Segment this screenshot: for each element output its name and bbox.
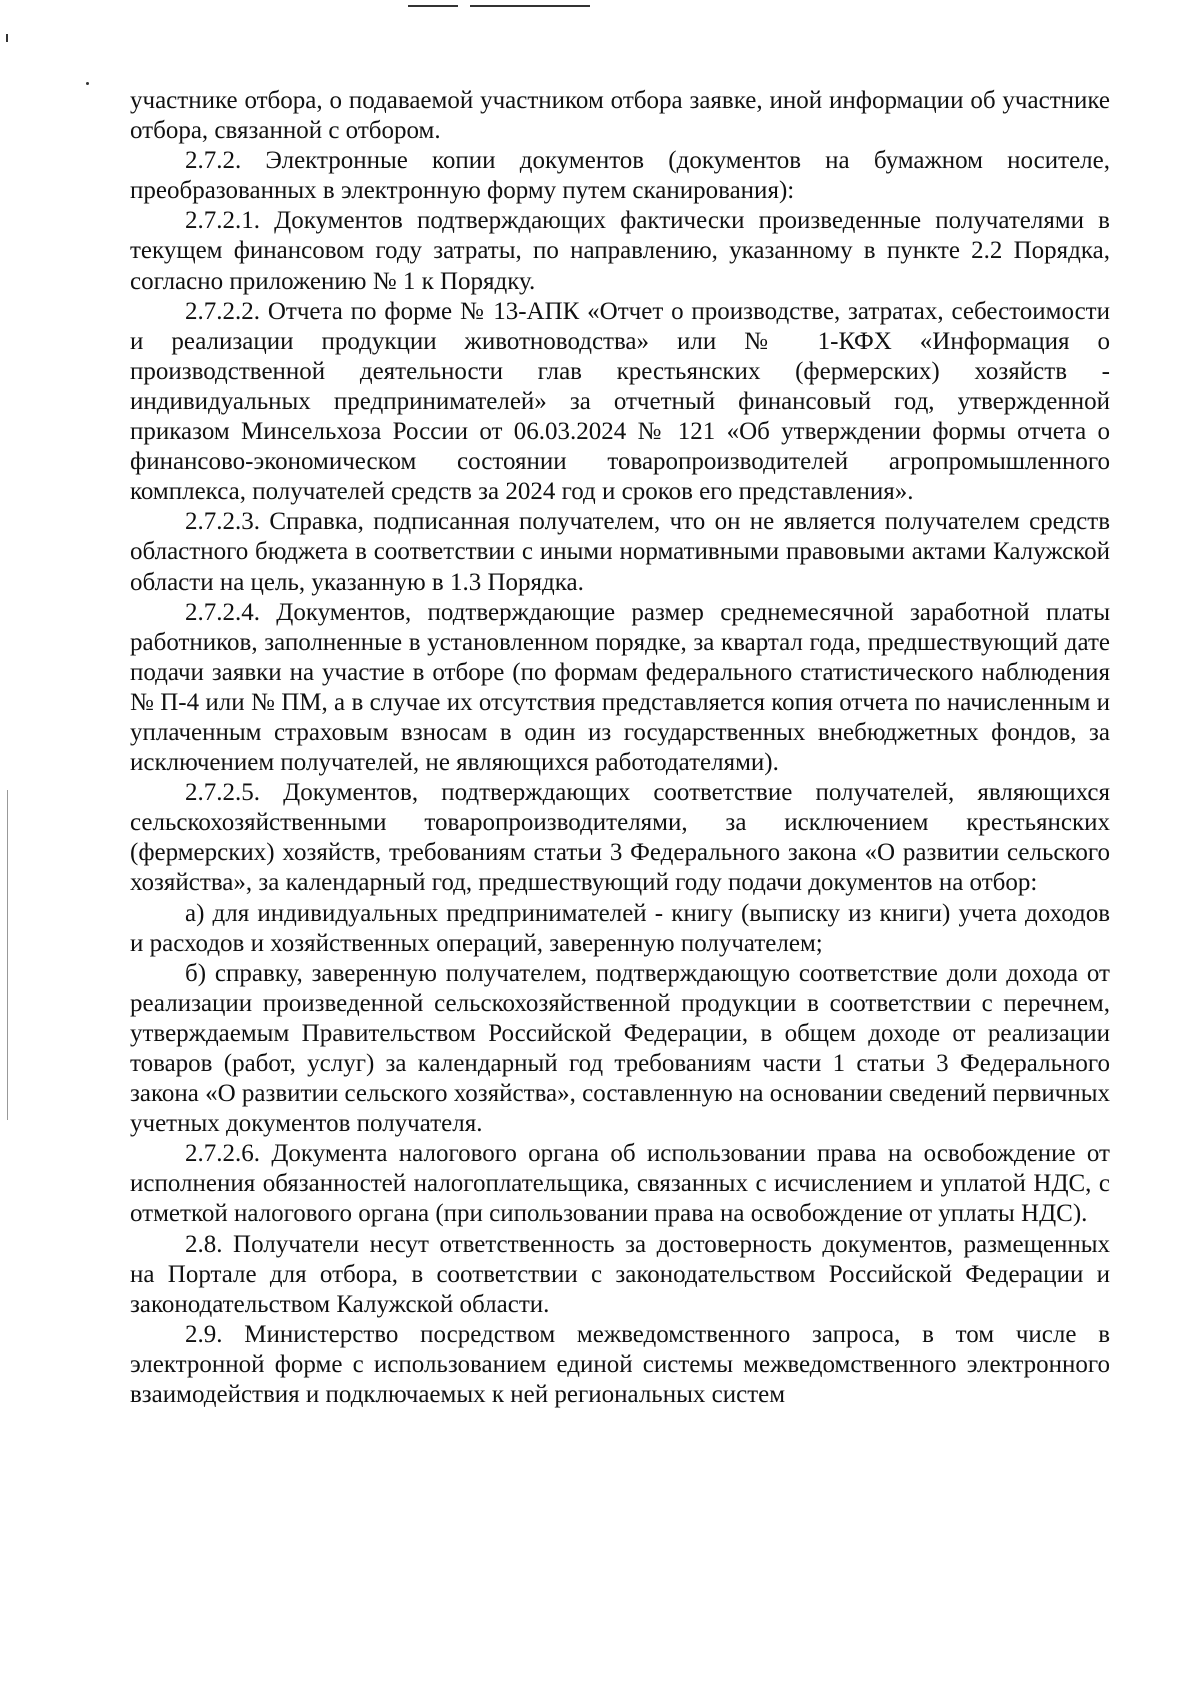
paragraph-2-7-2-2: 2.7.2.2. Отчета по форме № 13-АПК «Отчет о производстве, затратах, себестоимости и реализации продукции животноводства» или № 1-КФХ «Информация о производственной деятельности глав крестьянских (фермерских) хозяйств - индивидуальных предпринимателей» за отчетный финансовый год, утвержденной приказом Минсельхоза России от 06.03.2024 № 121 «Об утверждении формы отчета о финансово-экономическом состоянии товаропроизводителей агропромышленного комплекса, получателей средств за 2024 год и сроков его представления». <box>130 297 1110 506</box>
paragraph-continuation: участнике отбора, о подаваемой участником отбора заявке, иной информации об участнике отбора, связанной с отбором. <box>130 87 1110 145</box>
scan-artifact-line <box>7 790 8 1120</box>
paragraph-item-b: б) справку, заверенную получателем, подтверждающую соответствие доли дохода от реализации произведенной сельскохозяйственной продукции в соответствии с перечнем, утверждаемым Правительством Российской Федерации, в общем доходе от реализации товаров (работ, услуг) за календарный год требованиям части 1 статьи 3 Федерального закона «О развитии сельского хозяйства», составленную на основании сведений первичных учетных документов получателя. <box>130 959 1110 1138</box>
scan-artifact-line <box>408 5 458 7</box>
paragraph-2-7-2-4: 2.7.2.4. Документов, подтверждающие размер среднемесячной заработной платы работников, заполненные в установленном порядке, за квартал года, предшествующий дате подачи заявки на участие в отборе (по формам федерального статистического наблюдения № П-4 или № ПМ, а в случае их отсутствия представляется копия отчета по начисленным и уплаченным страховым взносам в один из государственных внебюджетных фондов, за исключением получателей, не являющихся работодателями). <box>130 598 1110 777</box>
paragraph-item-a: а) для индивидуальных предпринимателей - книгу (выписку из книги) учета доходов и расходов и хозяйственных операций, заверенную получателем; <box>130 899 1110 957</box>
paragraph-2-7-2-3: 2.7.2.3. Справка, подписанная получателем, что он не является получателем средств областного бюджета в соответствии с иными нормативными правовыми актами Калужской области на цель, указанную в 1.3 Порядка. <box>130 508 1110 596</box>
document-page <box>130 86 1110 1410</box>
paragraph-2-7-2: 2.7.2. Электронные копии документов (документов на бумажном носителе, преобразованных в электронную форму путем сканирования): <box>130 147 1110 205</box>
paragraph-2-8: 2.8. Получатели несут ответственность за достоверность документов, размещенных на Портале для отбора, в соответствии с законодательством Российской Федерации и законодательством Калужской области. <box>130 1230 1110 1318</box>
scan-artifact-dot <box>86 82 89 85</box>
paragraph-2-9: 2.9. Министерство посредством межведомственного запроса, в том числе в электронной форме с использованием единой системы межведомственного электронного взаимодействия и подключаемых к ней региональных систем <box>130 1320 1110 1409</box>
scan-artifact-line <box>470 5 590 7</box>
scan-artifact-dot <box>6 34 8 42</box>
paragraph-2-7-2-6: 2.7.2.6. Документа налогового органа об использовании права на освобождение от исполнения обязанностей налогоплательщика, связанных с исчислением и уплатой НДС, с отметкой налогового органа (при сипользовании права на освобождение от уплаты НДС). <box>130 1140 1110 1228</box>
paragraph-2-7-2-1: 2.7.2.1. Документов подтверждающих фактически произведенные получателями в текущем финансовом году затраты, по направлению, указанному в пункте 2.2 Порядка, согласно приложению № 1 к Порядку. <box>130 207 1110 295</box>
paragraph-2-7-2-5: 2.7.2.5. Документов, подтверждающих соответствие получателей, являющихся сельскохозяйственными товаропроизводителями, за исключением крестьянских (фермерских) хозяйств, требованиям статьи 3 Федерального закона «О развитии сельского хозяйства», за календарный год, предшествующий году подачи документов на отбор: <box>130 779 1110 897</box>
